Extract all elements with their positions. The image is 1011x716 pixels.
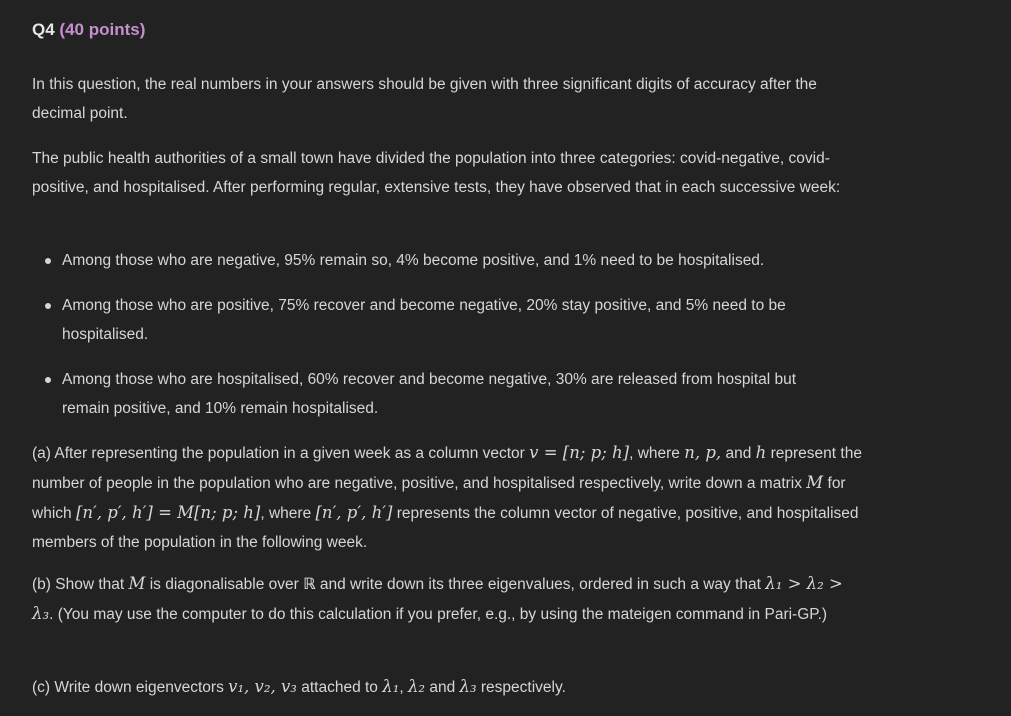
part-a-math-next-vector: [n′, p′, h′] xyxy=(315,503,393,522)
part-a-math-equation: [n′, p′, h′] = M[n; p; h] xyxy=(75,503,261,522)
part-c-text-1: (c) Write down eigenvectors xyxy=(32,679,229,696)
bullet-hospitalised: Among those who are hospitalised, 60% recover and become negative, 30% are released from hospital but remain positive, and 10% remain hospitalised. xyxy=(62,365,842,423)
part-c-math-eigenvectors: v₁, v₂, v₃ xyxy=(228,677,297,696)
part-b-text-1: (b) Show that xyxy=(32,576,129,593)
question-heading xyxy=(32,20,145,40)
part-a-math-vars: n, p, xyxy=(684,443,722,462)
part-b-text-4: . (You may use the computer to do this calculation if you prefer, e.g., by using the mateigen command in Pari-GP.) xyxy=(49,606,828,623)
part-a-text-7: represents the column vector of negative, positive, and hospitalised members of the population in the following week. xyxy=(32,505,859,551)
part-a-text-3: and xyxy=(721,445,756,462)
intro-paragraph: In this question, the real numbers in your answers should be given with three significant digits of accuracy after the decimal point. xyxy=(32,76,817,122)
part-a-text-6: , where xyxy=(260,505,316,522)
part-a-math-matrix: M xyxy=(806,473,824,492)
part-a-text-5: for which xyxy=(32,475,846,522)
part-a-text-2: , where xyxy=(629,445,685,462)
part-a-math-h: h xyxy=(755,443,767,462)
part-a-text-4: represent the number of people in the population who are negative, positive, and hospitalised respectively, write down a matrix xyxy=(32,445,862,492)
part-b-paragraph xyxy=(32,569,862,629)
part-b-math-matrix: M xyxy=(128,574,146,593)
part-a-math-vector: v = [n; p; h] xyxy=(529,443,630,462)
part-c-text-4: and xyxy=(425,679,460,696)
part-c-text-2: attached to xyxy=(296,679,383,696)
part-c-text-3: , xyxy=(399,679,408,696)
part-c-math-lambda3: λ₃ xyxy=(459,677,477,696)
setup-paragraph: The public health authorities of a small town have divided the population into three categories: covid-negative, covid-positive, and hospitalised. After performing regular, extensive tests, they have observed that in each successive week: xyxy=(32,150,841,196)
bullet-positive: Among those who are positive, 75% recover and become negative, 20% stay positive, and 5% need to be hospitalised. xyxy=(62,291,842,349)
part-b-real-field: ℝ xyxy=(303,575,316,593)
question-label: Q4 xyxy=(32,20,55,39)
part-c-math-lambda1: λ₁ xyxy=(382,677,400,696)
part-b-text-2: is diagonalisable over xyxy=(145,576,304,593)
part-b-text-3: and write down its three eigenvalues, ordered in such a way that xyxy=(315,576,766,593)
bullet-negative: Among those who are negative, 95% remain so, 4% become positive, and 1% need to be hospitalised. xyxy=(62,246,842,275)
part-c-paragraph xyxy=(32,672,862,702)
part-a-paragraph xyxy=(32,438,862,557)
part-b-math-eigen-order: λ₁ > λ₂ > λ₃ xyxy=(32,574,843,623)
part-a-text-1: (a) After representing the population in a given week as a column vector xyxy=(32,445,530,462)
part-c-text-5: respectively. xyxy=(476,679,566,696)
part-c-math-lambda2: λ₂ xyxy=(407,677,426,696)
question-points: (40 points) xyxy=(59,20,146,39)
